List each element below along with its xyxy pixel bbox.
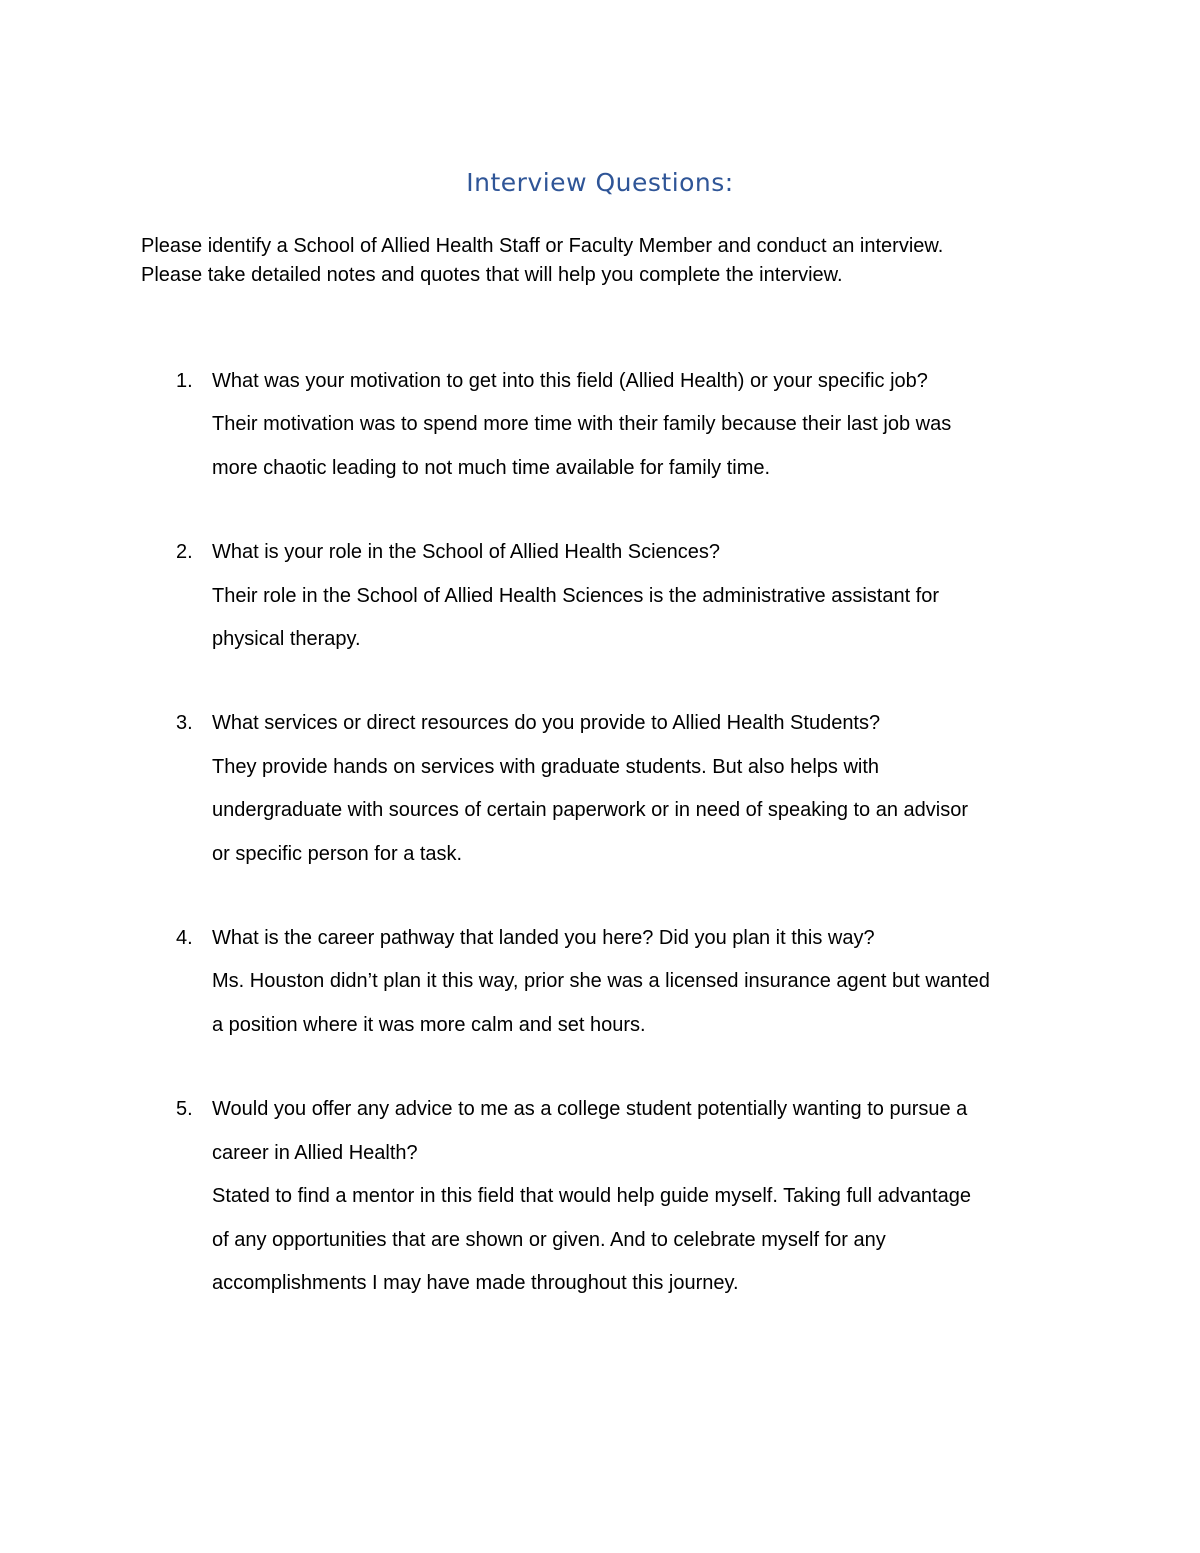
question-text: career in Allied Health? (212, 1141, 418, 1164)
question-item-1 (141, 360, 1101, 490)
intro-instructions (141, 232, 1101, 290)
question-item-5 (141, 1088, 1101, 1305)
answer-text: or specific person for a task. (212, 842, 463, 865)
question-text: What was your motivation to get into this field (Allied Health) or your specific job? (212, 370, 928, 392)
answer-text: Stated to find a mentor in this field that would help guide myself. Taking full advantage (212, 1185, 971, 1208)
answer-text: a position where it was more calm and set hours. (212, 1013, 646, 1036)
answer-text: accomplishments I may have made throughout this journey. (212, 1271, 739, 1294)
question-text: What is the career pathway that landed you here? Did you plan it this way? (212, 927, 875, 950)
question-number: 2. (176, 541, 193, 564)
intro-line: Please identify a School of Allied Health Staff or Faculty Member and conduct an interview. (141, 235, 944, 257)
question-text: What services or direct resources do you provide to Allied Health Students? (212, 712, 881, 735)
question-text: Would you offer any advice to me as a college student potentially wanting to pursue a (212, 1098, 968, 1121)
intro-line: Please take detailed notes and quotes that will help you complete the interview. (141, 264, 843, 286)
question-item-3 (141, 702, 1101, 876)
question-number: 4. (176, 927, 193, 950)
question-number: 1. (176, 370, 193, 392)
answer-text: of any opportunities that are shown or given. And to celebrate myself for any (212, 1228, 886, 1251)
question-item-2 (141, 531, 1101, 661)
question-item-4 (141, 917, 1101, 1047)
document-title: Interview Questions: (466, 168, 734, 197)
question-text: What is your role in the School of Allied Health Sciences? (212, 541, 721, 564)
answer-text: Their role in the School of Allied Health Sciences is the administrative assistant for (212, 584, 940, 607)
question-list (141, 360, 1101, 1346)
answer-text: undergraduate with sources of certain paperwork or in need of speaking to an advisor (212, 799, 969, 822)
answer-text: Their motivation was to spend more time with their family because their last job was (212, 413, 952, 436)
question-number: 3. (176, 712, 193, 735)
answer-text: physical therapy. (212, 628, 361, 651)
answer-text: more chaotic leading to not much time available for family time. (212, 456, 771, 479)
question-number: 5. (176, 1098, 193, 1121)
answer-text: They provide hands on services with graduate students. But also helps with (212, 755, 880, 778)
answer-text: Ms. Houston didn’t plan it this way, prior she was a licensed insurance agent but wanted (212, 970, 990, 993)
